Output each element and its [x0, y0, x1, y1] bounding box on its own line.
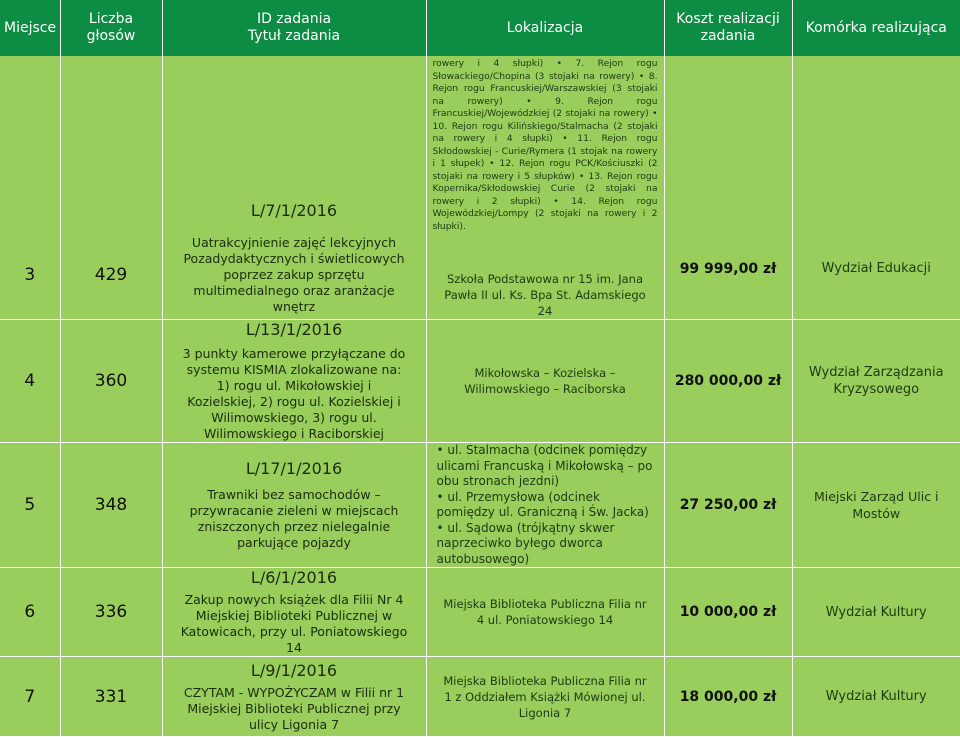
place-cell: 4: [0, 320, 60, 443]
title-cell: [162, 568, 426, 657]
header-cost: [664, 0, 792, 56]
header-location: Lokalizacja: [426, 0, 664, 56]
table-row: [0, 657, 960, 737]
title-cell: [162, 320, 426, 443]
header-title: Tytuł zadania: [247, 28, 341, 44]
votes-cell: 429: [60, 56, 162, 320]
location-item: ul. Sądowa (trójkątny skwer naprzeciwko byłego dworca autobusowego): [436, 520, 615, 566]
header-cost-line2: zadania: [700, 28, 756, 44]
unit-cell: Wydział Kultury: [792, 568, 960, 657]
table-row: [0, 568, 960, 657]
location-cell: [426, 443, 664, 568]
table-row: [0, 56, 960, 320]
header-votes: Liczba głosów: [60, 0, 162, 56]
header-cost-line1: Koszt realizacji: [676, 11, 780, 27]
title-cell: [162, 657, 426, 737]
header-id-title: [162, 0, 426, 56]
votes-cell: 348: [60, 443, 162, 568]
task-id: L/17/1/2016: [245, 459, 343, 478]
header-row: [0, 0, 960, 56]
cost-cell: 10 000,00 zł: [664, 568, 792, 657]
cost-cell: 99 999,00 zł: [664, 56, 792, 320]
cost-cell: 18 000,00 zł: [664, 657, 792, 737]
unit-cell: Miejski Zarząd Ulic i Mostów: [792, 443, 960, 568]
header-id: ID zadania: [256, 11, 332, 27]
list-item: • ul. Przemysłowa (odcinek pomiędzy ul. Graniczną i Św. Jacka): [436, 489, 649, 519]
list-item: • ul. Stalmacha (odcinek pomiędzy ulicami Francuską i Mikołowską – po obu stronach jezdni): [436, 443, 653, 488]
table-row: [0, 320, 960, 443]
place-cell: 5: [0, 443, 60, 568]
place-cell: 6: [0, 568, 60, 657]
task-id: L/9/1/2016: [250, 660, 338, 680]
list-item: • ul. Sądowa (trójkątny skwer naprzeciwko byłego dworca autobusowego): [436, 520, 615, 566]
cost-cell: 27 250,00 zł: [664, 443, 792, 568]
location-item: ul. Przemysłowa (odcinek pomiędzy ul. Graniczną i Św. Jacka): [436, 489, 649, 519]
location-cell: [426, 657, 664, 737]
location-text: Szkoła Podstawowa nr 15 im. Jana Pawła II ul. Ks. Bpa St. Adamskiego 24: [444, 272, 646, 318]
task-title: CZYTAM - WYPOŻYCZAM w Filii nr 1 Miejskiej Biblioteki Publicznej przy ulicy Ligonia 7: [183, 684, 405, 732]
location-text: Miejska Biblioteka Publiczna Filia nr 4 ul. Poniatowskiego 14: [443, 597, 647, 627]
task-id: L/6/1/2016: [250, 568, 338, 587]
title-cell: [162, 443, 426, 568]
place-cell: 3: [0, 56, 60, 320]
task-title: Trawniki bez samochodów – przywracanie zieleni w miejscach zniszczonych przez nielegalnie parkujące pojazdy: [189, 487, 399, 550]
votes-cell: 360: [60, 320, 162, 443]
header-place: Miejsce: [0, 0, 60, 56]
votes-cell: 336: [60, 568, 162, 657]
title-cell: [162, 56, 426, 320]
location-text: Miejska Biblioteka Publiczna Filia nr 1 z Oddziałem Książki Mówionej ul. Ligonia 7: [443, 673, 647, 720]
location-continuation: rowery i 4 słupki) • 7. Rejon rogu Słowackiego/Chopina (3 stojaki na rowery) • 8. Rejon rogu Francuskiej/Warszawskiej (3 stojaki na rowery) • 9. Rejon rogu Francuskiej/Wojewódzkiej (2 stojaki na rowery) • 10. Rejon rogu Kilińskiego/Stalmacha (2 stojaki na rowery i 4 słupki) • 11. Rejon rogu Skłodowskiej - Curie/Rymera (1 stojak na rowery i 1 słupek) • 12. Rejon rogu PCK/Kościuszki (2 stojaki na rowery i 5 słupków) • 13. Rejon rogu Kopernika/Skłodowskiej Curie (2 stojaki na rowery i 2 słupki) • 14. Rejon rogu Wojewódzkiej/Lompy (2 stojaki na rowery i 2 słupki).: [432, 58, 658, 232]
task-id: L/7/1/2016: [250, 201, 338, 220]
task-title: Uatrakcyjnienie zajęć lekcyjnych Pozadydaktycznych i świetlicowych poprzez zakup sprzętu multimedialnego oraz aranżacje wnętrz: [183, 235, 405, 314]
location-cell: [426, 56, 664, 320]
task-title: 3 punkty kamerowe przyłączane do systemu KISMIA zlokalizowane na: 1) rogu ul. Mikołowskiej i Kozielskiej, 2) rogu ul. Kozielskiej i Wilimowskiego, 3) rogu ul. Wilimowskiego i Raciborskiej: [182, 346, 406, 441]
location-cell: [426, 320, 664, 443]
unit-cell: Wydział Kultury: [792, 657, 960, 737]
task-id: L/13/1/2016: [245, 320, 343, 339]
location-text: Mikołowska – Kozielska – Wilimowskiego – Raciborska: [464, 366, 626, 396]
location-item: ul. Stalmacha (odcinek pomiędzy ulicami Francuską i Mikołowską – po obu stronach jezdni): [436, 443, 653, 488]
header-unit: Komórka realizująca: [792, 0, 960, 56]
cost-cell: 280 000,00 zł: [664, 320, 792, 443]
unit-cell: Wydział Edukacji: [792, 56, 960, 320]
unit-cell: Wydział Zarządzania Kryzysowego: [792, 320, 960, 443]
votes-cell: 331: [60, 657, 162, 737]
task-title: Zakup nowych książek dla Filii Nr 4 Miejskiej Biblioteki Publicznej w Katowicach, przy ul. Poniatowskiego 14: [180, 592, 408, 655]
place-cell: 7: [0, 657, 60, 737]
table-row: [0, 443, 960, 568]
location-cell: [426, 568, 664, 657]
